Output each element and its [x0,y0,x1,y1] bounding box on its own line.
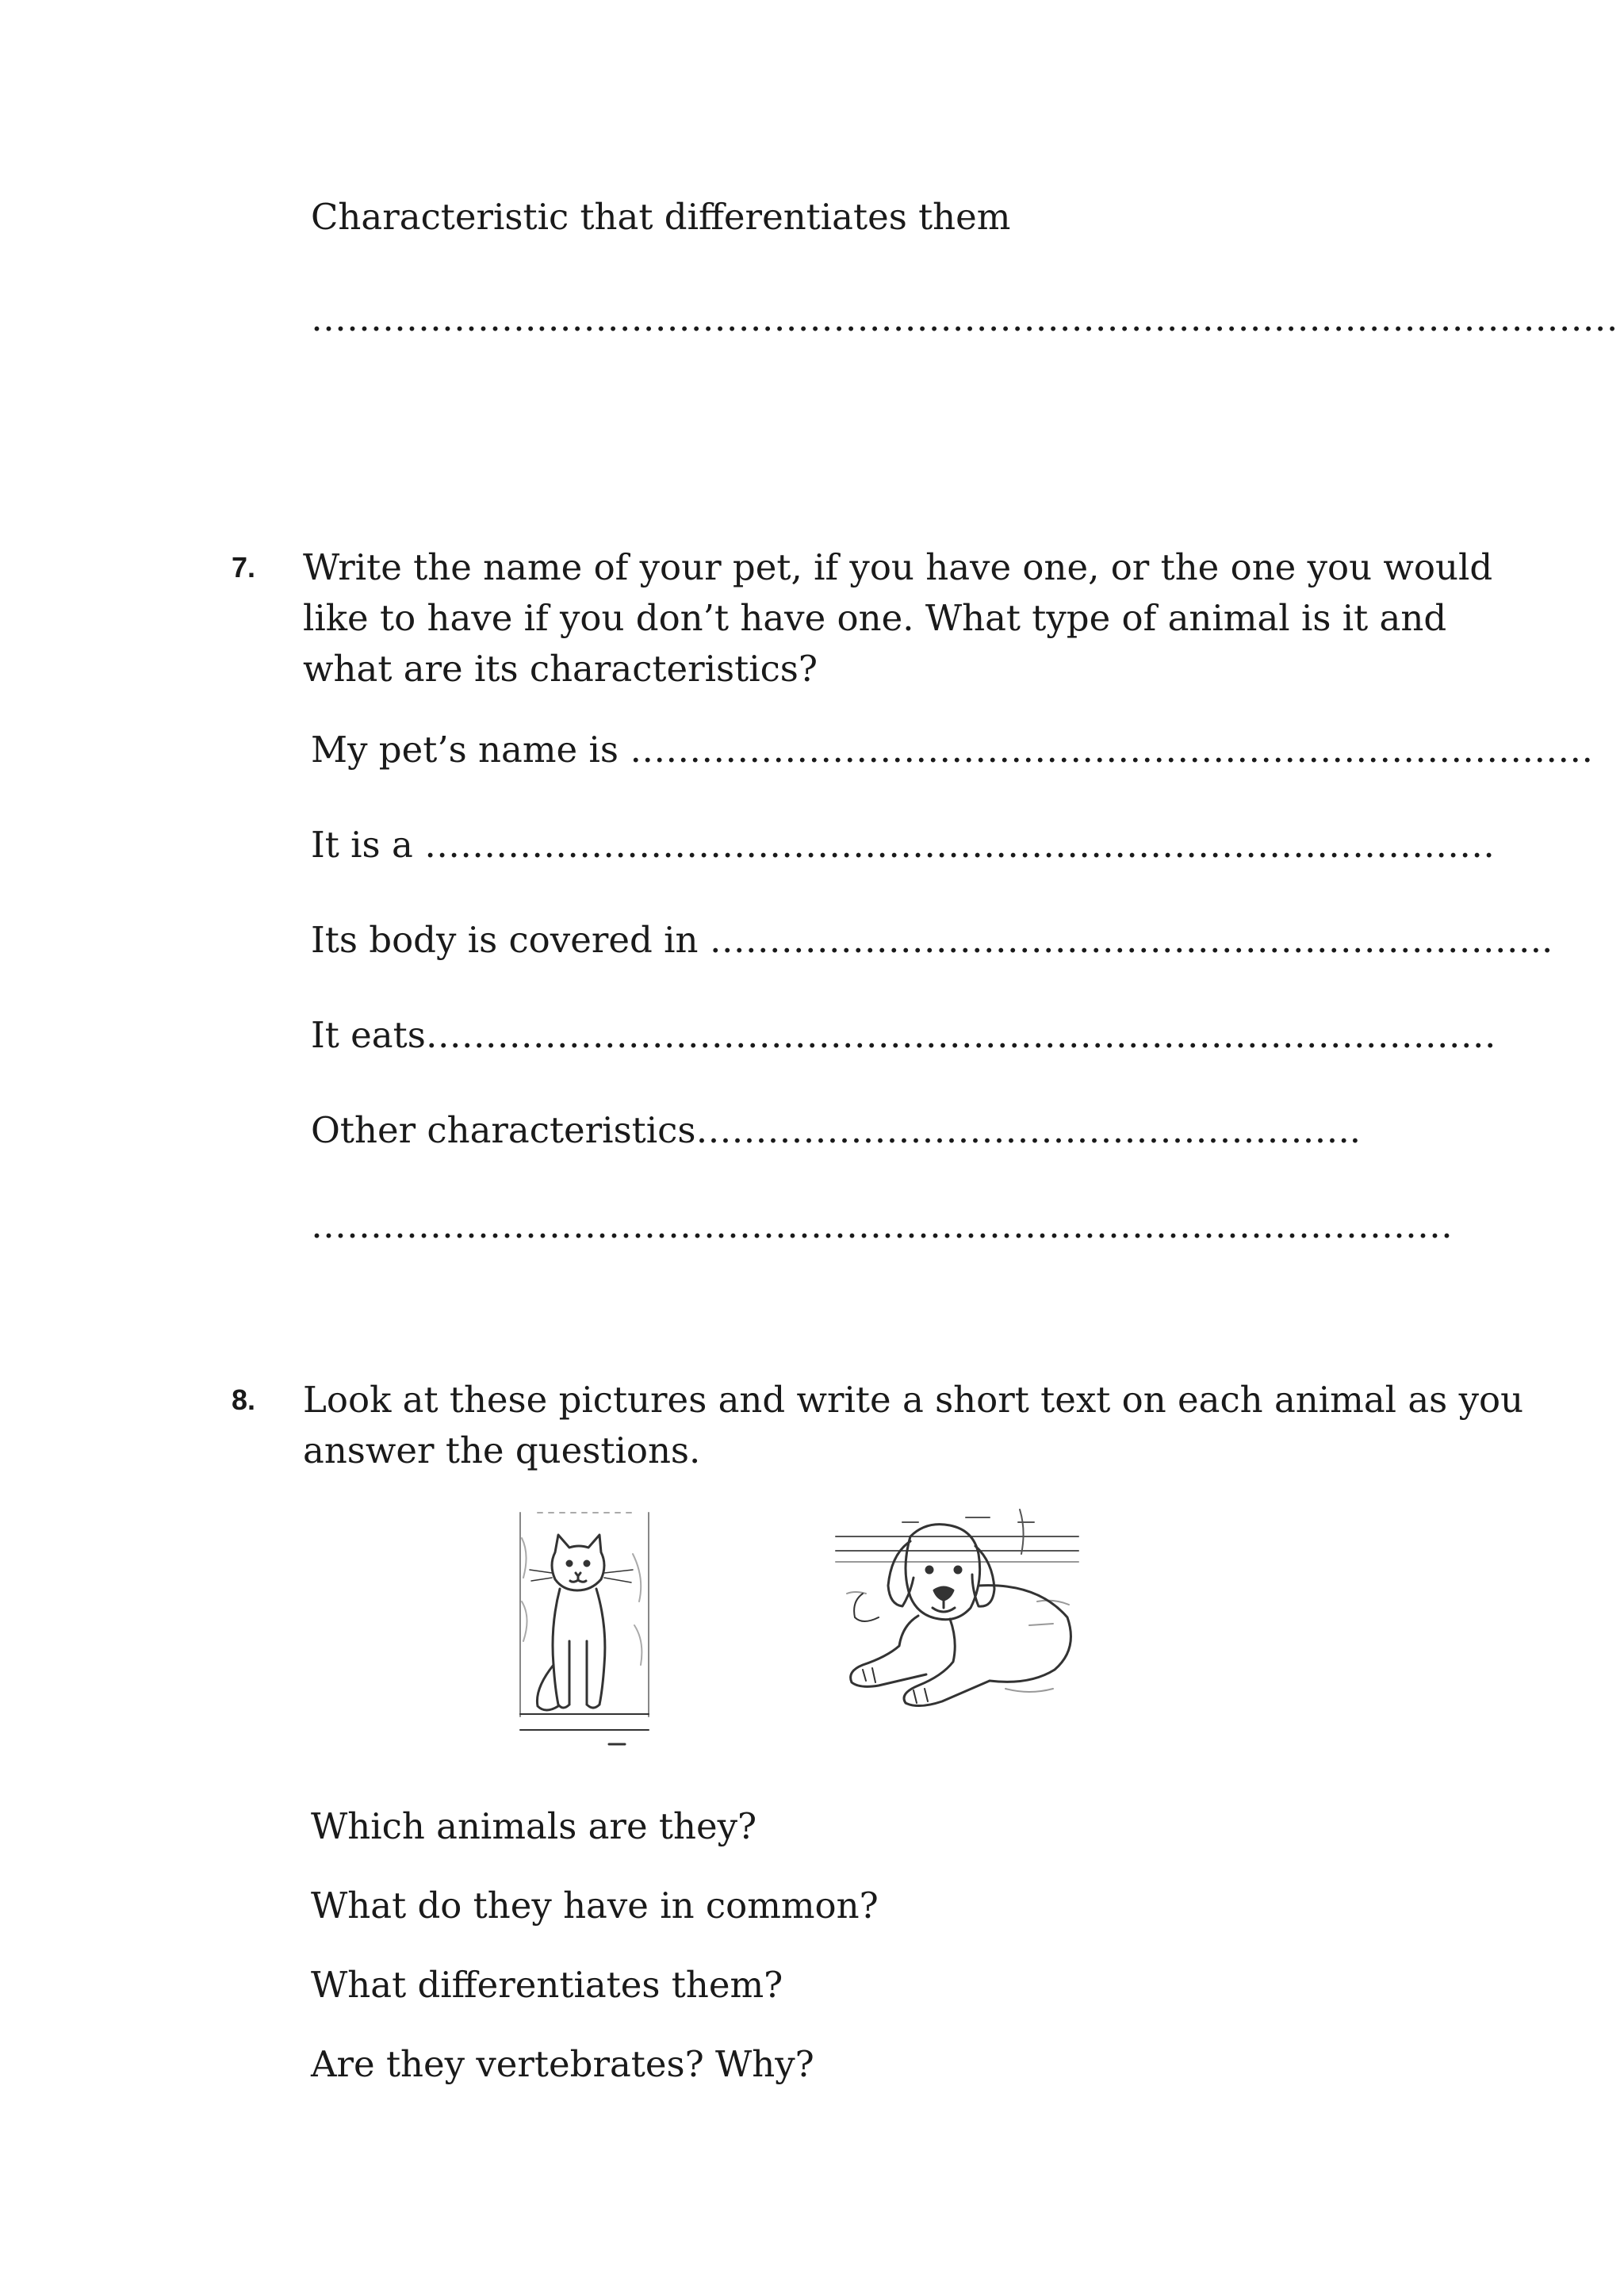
dog-lying-drawing-icon [831,1506,1085,1752]
question-8-subquestion-which-animals: Which animals are they? [311,1805,757,1847]
pet-name-field[interactable]: My pet’s name is ……………………………………………………………………… [311,729,1594,771]
question-7-line-2: like to have if you don’t have one. What type of animal is it and [303,597,1447,639]
animal-type-field[interactable]: It is a ……………………………………………………………………………… [311,824,1496,866]
question-7-number: 7. [232,551,256,584]
question-7-line-3: what are its characteristics? [303,648,818,690]
body-covering-field[interactable]: Its body is covered in …………………………………………………………….. [311,919,1553,961]
cat-sitting-drawing-icon [514,1506,657,1752]
differentiating-characteristic-answer-line[interactable]: ………………..……………………………………………………………………………… [311,297,1618,339]
question-8-subquestion-vertebrates: Are they vertebrates? Why? [311,2043,814,2085]
question-8-subquestion-differentiates: What differentiates them? [311,1964,783,2006]
differentiating-characteristic-prompt: Characteristic that differentiates them [311,196,1011,238]
question-8-line-2: answer the questions. [303,1429,701,1471]
question-8-subquestion-in-common: What do they have in common? [311,1885,879,1927]
diet-field[interactable]: It eats……………………………………………………………………………… [311,1014,1496,1056]
question-7-line-1: Write the name of your pet, if you have one, or the one you would [303,546,1493,588]
question-8-line-1: Look at these pictures and write a short text on each animal as you [303,1379,1524,1421]
question-8-number: 8. [232,1383,256,1416]
other-characteristics-field[interactable]: Other characteristics……………………………………………….. [311,1109,1362,1151]
other-characteristics-continuation-line[interactable]: …………………………………………………………………………………… [311,1204,1453,1246]
